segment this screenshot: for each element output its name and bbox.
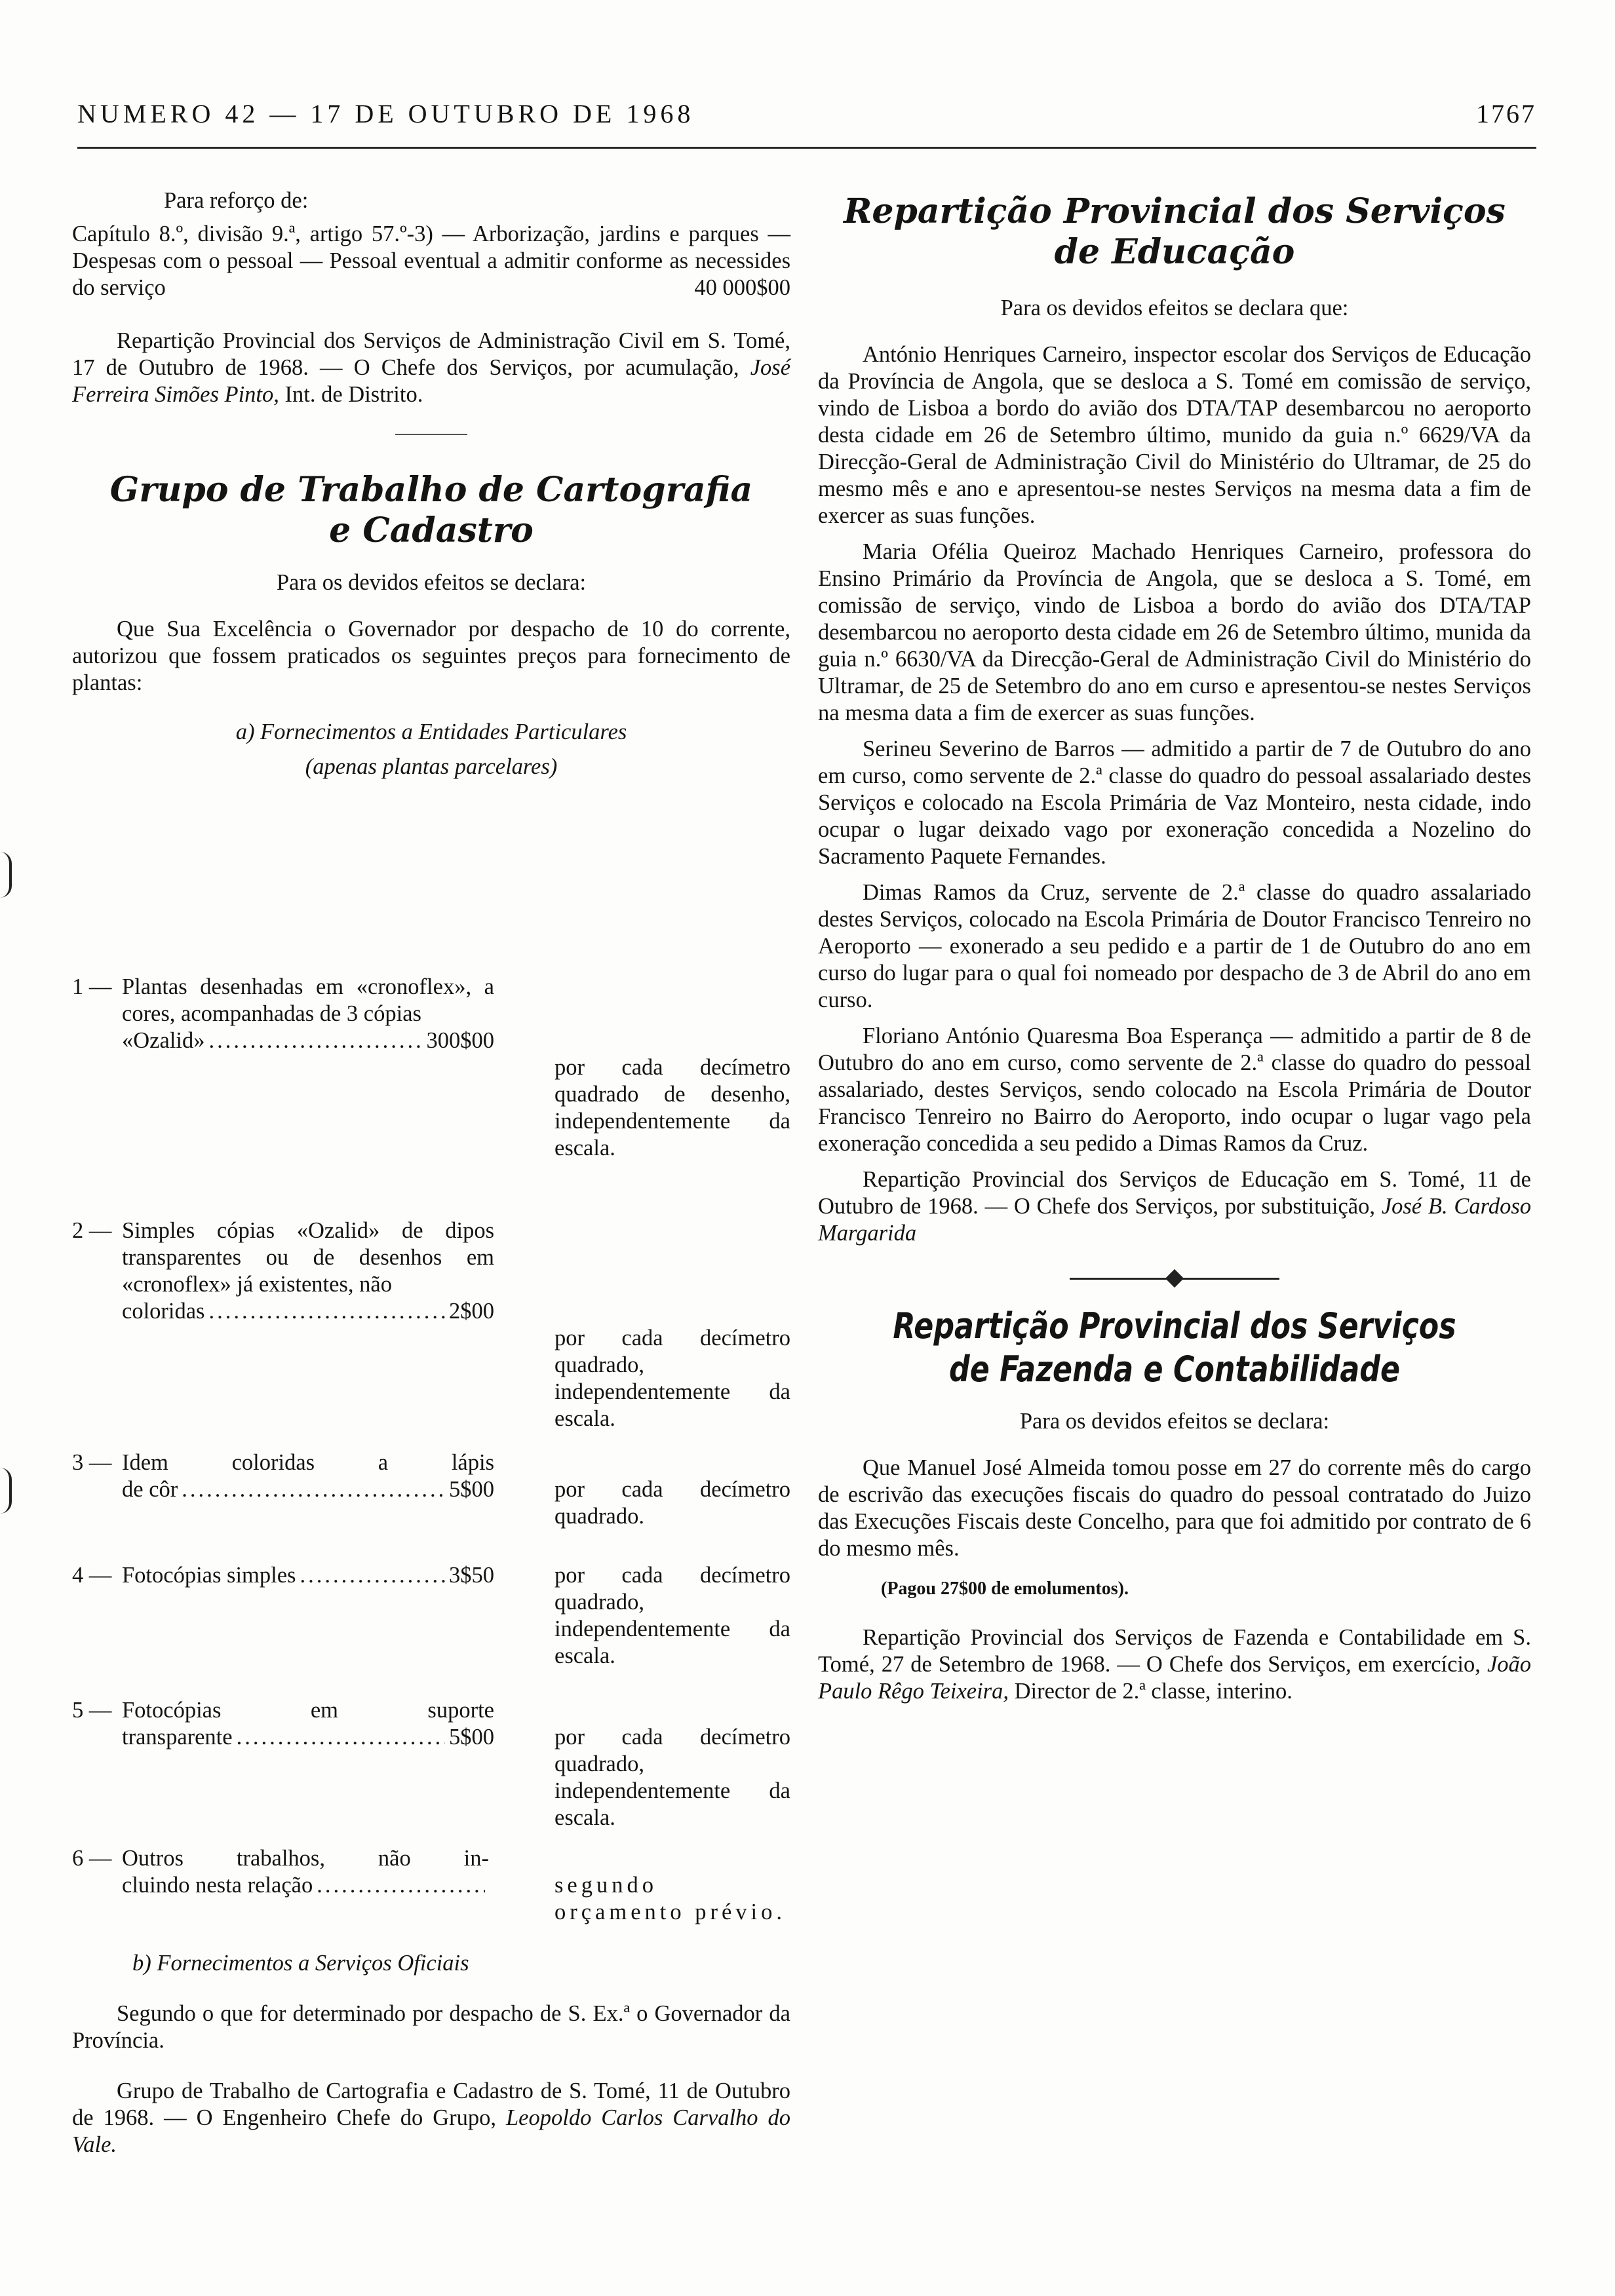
educacao-signer: José B. Cardoso Margarida [818,1194,1532,1246]
reforco-item [72,221,790,301]
educacao-declara: Para os devidos efeitos se declara que: [1000,296,1349,320]
issue-date: NUMERO 42 — 17 DE OUTUBRO DE 1968 [77,99,695,128]
binding-mark [0,1468,12,1514]
price-value: 2$00 [449,1299,494,1324]
price-note: por cada decímetro quadrado de desenho, independentemente da escala. [555,1055,790,1160]
price-value: 5$00 [449,1725,494,1750]
right-column [818,187,1531,1705]
reforco-intro: Para reforço de: [164,188,309,213]
fazenda-role: Director de 2.ª classe, interino. [1014,1679,1293,1704]
price-note: por cada decímetro quadrado, independentemente da escala. [555,1563,790,1668]
cartografia-title: Grupo de Trabalho de Cartografia e Cadastro [109,470,753,550]
price-item-1: 1 — Plantas desenhadas em «cronoflex», a cores, acompanhadas de 3 cópias «Ozalid» ..... 300$00 por cada decímetro quadrado de desenho, independentemente da escala. [72,974,790,1210]
cartografia-signer: Leopoldo Carlos Carvalho do Vale. [72,2105,791,2157]
fazenda-declara: Para os devidos efeitos se declara: [1019,1409,1330,1434]
fazenda-text: Que Manuel José Almeida tomou posse em 27 do corrente mês do cargo de escrivão das execuções fiscais do quadro do pessoal contratado do Juizo das Execuções Fiscais deste Concelho, para que foi admitido por contrato de 6 do mesmo mês. [818,1455,1531,1561]
fazenda-title: Repartição Provincial dos Serviços de Fazenda e Contabilidade [893,1305,1456,1390]
binding-mark [0,852,12,898]
page-header [77,98,1536,149]
cartografia-closing: Grupo de Trabalho de Cartografia e Cadastro de S. Tomé, 11 de Outubro de 1968. — O Engenheiro Chefe do Grupo, Leopoldo Carlos Carvalho do Vale. [72,2078,791,2157]
cartografia-declara: Para os devidos efeitos se declara: [276,570,587,595]
price-value: 300$00 [426,1028,494,1053]
cartografia-intro: Que Sua Excelência o Governador por despacho de 10 do corrente, autorizou que fossem praticados os seguintes preços para fornecimento de plantas: [72,617,790,695]
separator [818,1265,1531,1292]
admin-signer: José Ferreira Simões Pinto, [72,355,791,407]
educacao-paragraph-1: António Henriques Carneiro, inspector escolar dos Serviços de Educação da Província de Angola, que se desloca a S. Tomé em comissão de serviço, vindo de Lisboa a bordo do avião dos DTA/TAP desembarcou no aeroporto desta cidade em 26 de Setembro último, munido da guia n.º 6629/VA da Direcção-Geral de Administração Civil do Ministério do Ultramar, de 25 do mesmo mês e ano e apresentou-se nestes Serviços na mesma data a fim de exercer as suas funções. [818,342,1531,528]
section-b-text: Segundo o que for determinado por despacho de S. Ex.ª o Governador da Província. [72,2001,790,2053]
educacao-paragraph-4: Dimas Ramos da Cruz, servente de 2.ª classe do quadro assalariado destes Serviços, colocado na Escola Primária de Doutor Francisco Tenreiro no Aeroporto — exonerado a seu pedido e a partir de 1 de Outubro do ano em curso do lugar para o qual foi nomeado por despacho de 3 de Abril do ano em curso. [818,880,1531,1012]
educacao-paragraph-5: Floriano António Quaresma Boa Esperança — admitido a partir de 8 de Outubro do ano em curso, como servente de 2.ª classe do quadro do pessoal assalariado, destes Serviços, sendo colocado na Escola Primária de Doutor Francisco Tenreiro no Bairro do Aeroporto, indo ocupar o lugar vago pela exoneração concedida a seu pedido a Dimas Ramos da Cruz. [818,1024,1531,1156]
price-item-3: 3 — Idem coloridas a lápis de côr ..... 5$00 por cada decímetro quadrado. [72,1449,790,1535]
price-note: segundo orçamento prévio. [555,1873,786,1924]
separator [395,428,467,441]
price-item-2: 2 — Simples cópias «Ozalid» de dipos transparentes ou de desenhos em «cronoflex» já existentes, não coloridas ..... 2$00 por cada decímetro quadrado, independentemente da escala. [72,1217,790,1440]
page-number: 1767 [1476,99,1536,128]
section-b-heading: b) Fornecimentos a Serviços Oficiais [132,1951,469,1976]
educacao-paragraph-3: Serineu Severino de Barros — admitido a partir de 7 de Outubro do ano em curso, como servente de 2.ª classe do quadro do pessoal assalariado destes Serviços e colocado na Escola Primária de Vaz Monteiro, nesta cidade, indo ocupar o lugar deixado vago por exoneração concedida a Nozelino do Sacramento Paquete Fernandes. [818,737,1531,869]
price-value: 5$00 [449,1477,494,1502]
fazenda-signer: João Paulo Rêgo Teixeira, [818,1652,1532,1704]
reforco-text: Capítulo 8.º, divisão 9.ª, artigo 57.º-3) — Arborização, jardins e parques — Despesas com o pessoal — Pessoal eventual a admitir conforme as necessides do serviço [72,221,790,300]
admin-role: Int. de Distrito. [284,382,423,407]
price-note: por cada decímetro quadrado, independentemente da escala. [555,1725,790,1830]
left-column-bottom [72,1950,790,2158]
fazenda-emolumentos: (Pagou 27$00 de emolumentos). [881,1578,1129,1599]
price-item-6: 6 — Outros trabalhos, não in- cluindo nesta relação ..... segundo orçamento prévio. [72,1845,790,1917]
fazenda-closing: Repartição Provincial dos Serviços de Fazenda e Contabilidade em S. Tomé, 27 de Setembro de 1968. — O Chefe dos Serviços, em exercício, João Paulo Rêgo Teixeira, Director de 2.ª classe, interino. [818,1625,1532,1704]
educacao-closing: Repartição Provincial dos Serviços de Educação em S. Tomé, 11 de Outubro de 1968. — O Chefe dos Serviços, por substituição, José B. Cardoso Margarida [818,1167,1532,1246]
educacao-title: Repartição Provincial dos Serviços de Educação [844,191,1506,272]
price-list [72,974,790,1924]
reforco-amount: 40 000$00 [688,275,790,301]
educacao-paragraph-2: Maria Ofélia Queiroz Machado Henriques Carneiro, professora do Ensino Primário da Província de Angola, que se desloca a S. Tomé, em comissão de serviço, vindo de Lisboa a bordo do avião dos DTA/TAP desembarcou no aeroporto desta cidade em 26 de Setembro último, munida da guia n.º 6630/VA da Direcção-Geral de Administração Civil do Ministério do Ultramar, de 25 de Setembro do ano em curso e apresentou-se nestes Serviços na mesma data a fim de exercer as suas funções. [818,539,1531,725]
price-note: por cada decímetro quadrado. [555,1477,790,1529]
admin-closing: Repartição Provincial dos Serviços de Administração Civil em S. Tomé, 17 de Outubro de 1968. — O Chefe dos Serviços, por acumulação, José Ferreira Simões Pinto, Int. de Distrito. [72,328,791,407]
price-item-5: 5 — Fotocópias em suporte transparente ..... 5$00 por cada decímetro quadrado, independentemente da escala. [72,1697,790,1841]
price-value: 3$50 [449,1563,494,1588]
section-a-subheading: (apenas plantas parcelares) [305,754,558,779]
left-column [72,187,790,780]
price-item-4: 4 — Fotocópias simples ..... 3$50 por cada decímetro quadrado, independentemente da escala. [72,1562,790,1680]
price-note: por cada decímetro quadrado, independentemente da escala. [555,1326,790,1431]
section-a-heading: a) Fornecimentos a Entidades Particulares [235,719,627,744]
